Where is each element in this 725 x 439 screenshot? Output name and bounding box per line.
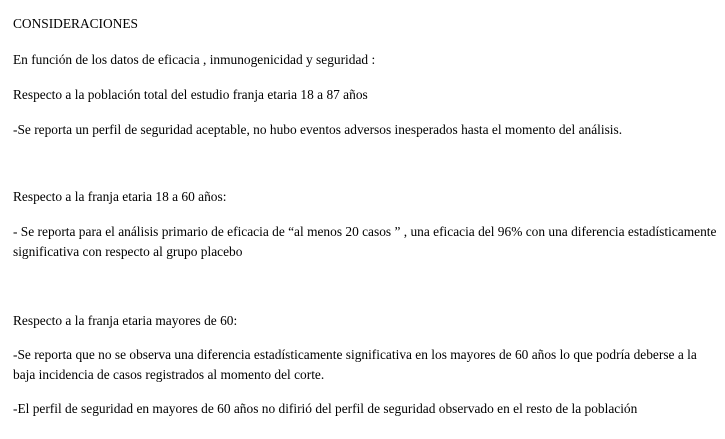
over-60-point-1: -Se reporta que no se observa una diferencia estadísticamente significativa en los mayores de 60 años lo que podría deberse a la baja incidencia de casos registrados al momento del corte. — [13, 347, 697, 382]
age-18-60-point: - Se reporta para el análisis primario de eficacia de “al menos 20 casos ” , una eficacia del 96% con una diferencia estadísticamente significativa con respecto al grupo placebo — [13, 224, 717, 259]
total-population-title: Respecto a la población total del estudio franja etaria 18 a 87 años — [13, 87, 368, 102]
age-18-60-title: Respecto a la franja etaria 18 a 60 años: — [13, 189, 227, 204]
over-60-point-2: -El perfil de seguridad en mayores de 60 años no difirió del perfil de seguridad observado en el resto de la población — [13, 401, 638, 416]
section-heading: CONSIDERACIONES — [13, 16, 138, 31]
intro-paragraph: En función de los datos de eficacia , inmunogenicidad y seguridad : — [13, 52, 376, 67]
over-60-title: Respecto a la franja etaria mayores de 60: — [13, 313, 238, 328]
total-population-point: -Se reporta un perfil de seguridad aceptable, no hubo eventos adversos inesperados hasta el momento del análisis. — [13, 122, 623, 137]
